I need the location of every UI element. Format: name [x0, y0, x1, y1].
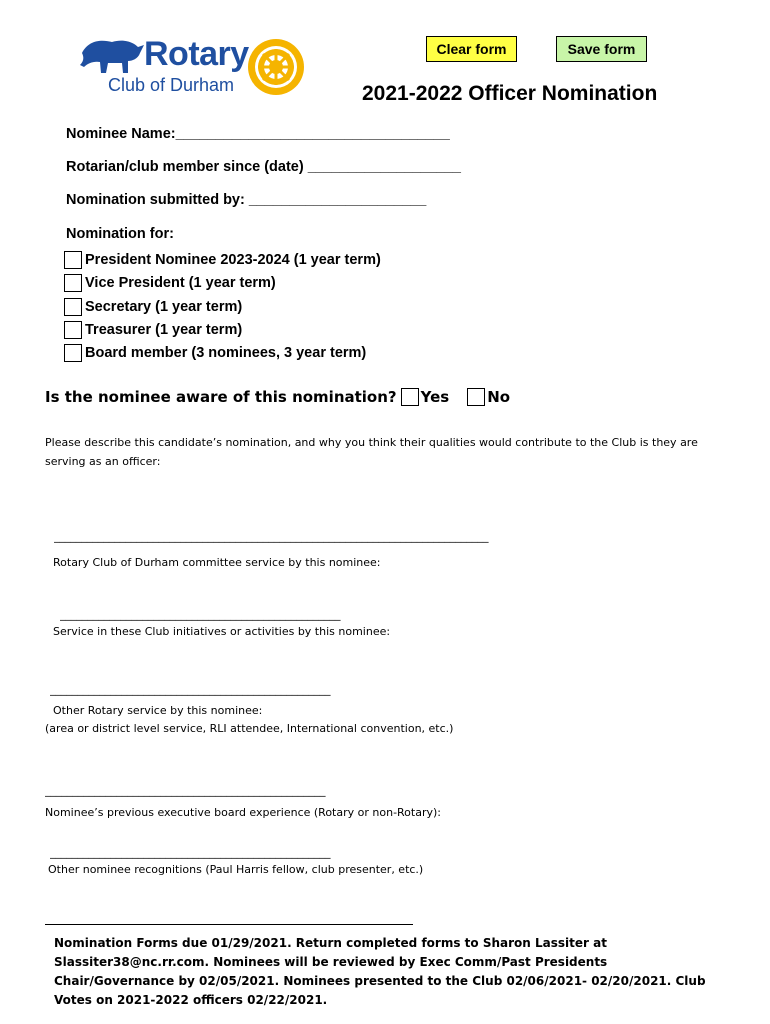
nominee-name-field[interactable]: Nominee Name:__________________________________	[66, 126, 450, 142]
committee-label: Rotary Club of Durham committee service by this nominee:	[53, 556, 381, 569]
exec-board-label: Nominee’s previous executive board experience (Rotary or non-Rotary):	[45, 806, 441, 819]
divider	[45, 924, 413, 925]
clear-form-button[interactable]: Clear form	[426, 36, 517, 62]
rotary-wheel-icon	[246, 37, 306, 97]
position-option[interactable]	[64, 249, 381, 270]
yes-label: Yes	[420, 388, 450, 406]
footer-note: Nomination Forms due 01/29/2021. Return completed forms to Sharon Lassiter at Slassiter38@nc.rr.com. Nominees will be reviewed by Exec Comm/Past Presidents Chair/Governance by 02/05/2021. Nominees presented to the Club 02/06/2021- 02/20/2021. Club Votes on 2021-2022 officers 02/22/2021.	[54, 936, 706, 1007]
checkbox[interactable]	[64, 321, 82, 339]
position-label: Board member (3 nominees, 3 year term)	[85, 344, 367, 361]
checkbox[interactable]	[64, 274, 82, 292]
recognitions-label: Other nominee recognitions (Paul Harris fellow, club presenter, etc.)	[48, 863, 424, 876]
checkbox[interactable]	[64, 251, 82, 269]
logo-brand: Rotary	[144, 35, 249, 73]
exec-board-line[interactable]: ___________________________________________________	[50, 846, 331, 859]
other-rotary-label: Other Rotary service by this nominee:	[53, 704, 263, 717]
other-rotary-detail: (area or district level service, RLI attendee, International convention, etc.)	[45, 722, 454, 735]
no-checkbox[interactable]	[467, 388, 485, 406]
aware-question: Is the nominee aware of this nomination?	[45, 388, 397, 406]
committee-line[interactable]: ___________________________________________________	[60, 608, 341, 621]
describe-prompt: Please describe this candidate’s nomination, and why you think their qualities would contribute to the Club is they are serving as an officer:	[45, 436, 698, 468]
page-title: 2021-2022 Officer Nomination	[362, 82, 658, 105]
checkbox[interactable]	[64, 344, 82, 362]
no-label: No	[487, 388, 511, 406]
save-form-button[interactable]: Save form	[556, 36, 647, 62]
position-option[interactable]	[64, 319, 242, 340]
position-label: President Nominee 2023-2024 (1 year term)	[85, 251, 381, 268]
position-option[interactable]	[64, 272, 276, 293]
submitted-by-field[interactable]: Nomination submitted by: ______________________	[66, 192, 427, 208]
position-label: Secretary (1 year term)	[85, 298, 243, 315]
yes-checkbox[interactable]	[401, 388, 419, 406]
position-option[interactable]	[64, 296, 242, 317]
aware-question-row	[45, 388, 510, 406]
nomination-for-label: Nomination for:	[66, 226, 174, 242]
other-rotary-line[interactable]: ___________________________________________________	[45, 784, 326, 797]
rotary-logo	[78, 33, 308, 103]
position-label: Treasurer (1 year term)	[85, 321, 243, 338]
logo-club-name: Club of Durham	[108, 75, 235, 95]
describe-line[interactable]: _______________________________________________________________________________	[54, 530, 489, 543]
bull-icon	[78, 33, 148, 78]
initiatives-line[interactable]: ___________________________________________________	[50, 683, 331, 696]
initiatives-label: Service in these Club initiatives or activities by this nominee:	[53, 625, 391, 638]
position-option[interactable]	[64, 342, 366, 363]
member-since-field[interactable]: Rotarian/club member since (date) ___________________	[66, 159, 461, 175]
position-label: Vice President (1 year term)	[85, 274, 276, 291]
checkbox[interactable]	[64, 298, 82, 316]
